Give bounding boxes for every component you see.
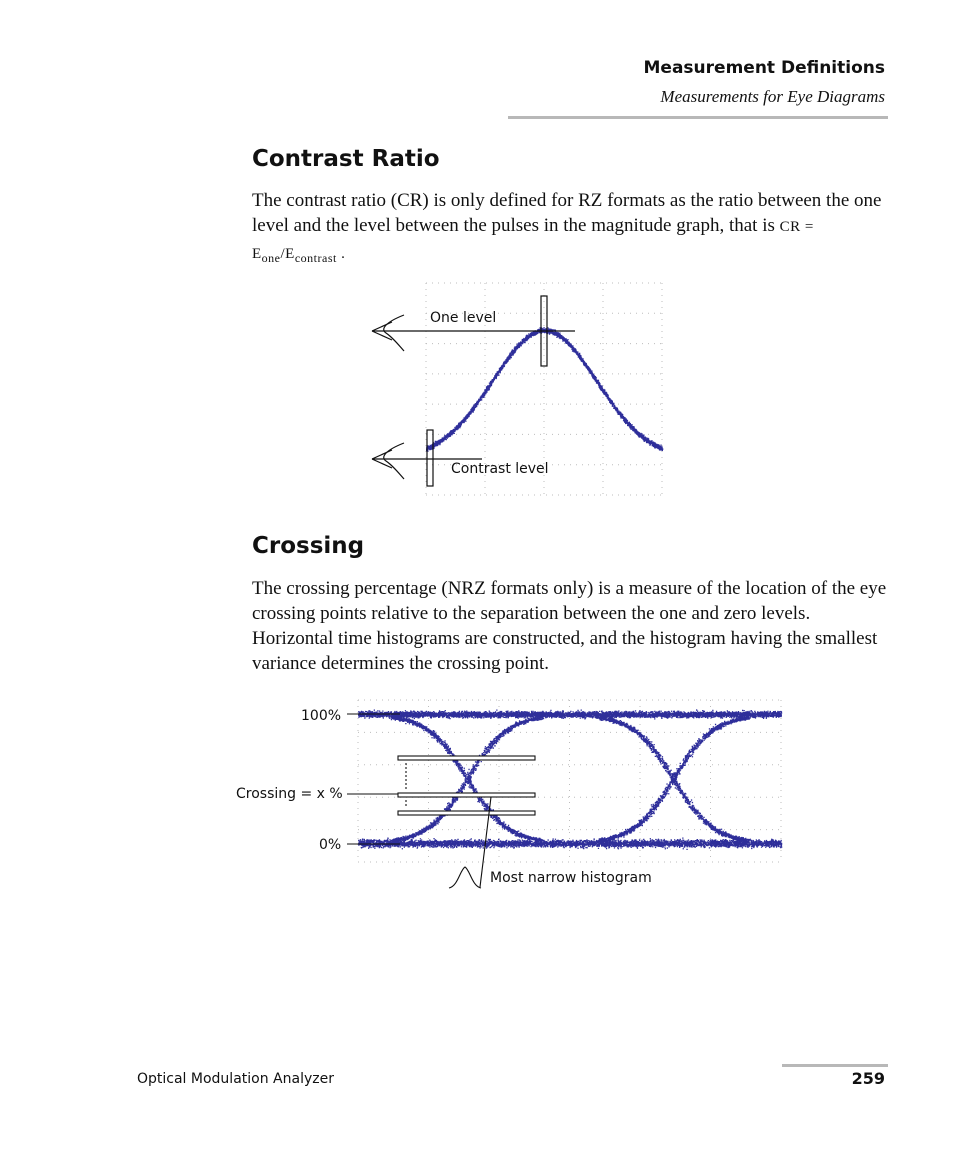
contrast-ratio-heading: Contrast Ratio	[252, 146, 440, 172]
one-level-marker	[372, 296, 575, 366]
formula-prefix: is	[762, 215, 775, 236]
contrast-ratio-text: The contrast ratio (CR) is only defined for RZ formats as the ratio between the one level and the level between the pulses in the magnitude graph, that	[252, 190, 882, 236]
one-level-label: One level	[430, 310, 497, 326]
contrast-level-marker	[372, 430, 482, 486]
contrast-ratio-formula: CR = $E_{one}/E_{contrast}$ .	[252, 219, 814, 265]
contrast-level-label: Contrast level	[451, 461, 549, 477]
crossing-paragraph: The crossing percentage (NRZ formats only) is a measure of the location of the eye crossing points relative to the separation between the one and zero levels. Horizontal time histograms are constructed, and the histogram having the smallest variance determines the crossing point.	[252, 578, 887, 674]
label-most-narrow-histogram: Most narrow histogram	[490, 870, 652, 886]
label-100-percent: 100%	[301, 708, 342, 724]
page-number: 259	[851, 1069, 885, 1088]
eye-diagram-trace	[358, 709, 782, 850]
section-subtitle: Measurements for Eye Diagrams	[660, 87, 885, 106]
label-0-percent: 0%	[319, 837, 342, 853]
label-crossing: Crossing = x %	[236, 786, 343, 802]
footer-product: Optical Modulation Analyzer	[137, 1071, 334, 1087]
crossing-heading: Crossing	[252, 533, 365, 559]
section-title: Measurement Definitions	[643, 58, 885, 78]
footer-rule	[782, 1064, 888, 1067]
